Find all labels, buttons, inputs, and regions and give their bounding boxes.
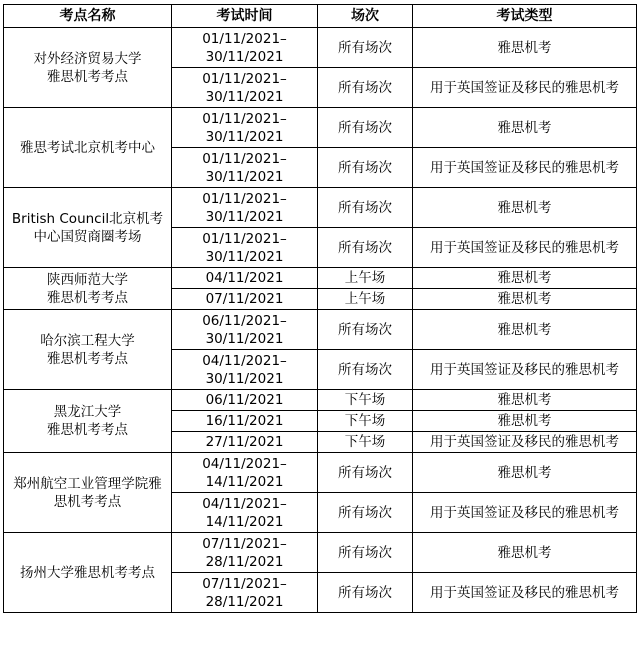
- date-cell: 06/11/2021– 30/11/2021: [172, 310, 318, 350]
- type-cell: 雅思机考: [413, 289, 637, 310]
- date-cell: 07/11/2021: [172, 289, 318, 310]
- type-cell: 雅思机考: [413, 108, 637, 148]
- venue-cell: 黑龙江大学 雅思机考考点: [4, 390, 172, 453]
- date-cell: 06/11/2021: [172, 390, 318, 411]
- table-row: [4, 28, 637, 68]
- table-row: [4, 453, 637, 493]
- session-cell: 所有场次: [318, 68, 413, 108]
- table-row: [4, 533, 637, 573]
- type-cell: 雅思机考: [413, 28, 637, 68]
- header-type: 考试类型: [413, 5, 637, 28]
- session-cell: 下午场: [318, 432, 413, 453]
- session-cell: 下午场: [318, 390, 413, 411]
- type-cell: 用于英国签证及移民的雅思机考: [413, 493, 637, 533]
- date-cell: 01/11/2021– 30/11/2021: [172, 28, 318, 68]
- venue-cell: 扬州大学雅思机考考点: [4, 533, 172, 613]
- venue-cell: 郑州航空工业管理学院雅 思机考考点: [4, 453, 172, 533]
- session-cell: 所有场次: [318, 453, 413, 493]
- session-cell: 所有场次: [318, 350, 413, 390]
- session-cell: 所有场次: [318, 228, 413, 268]
- session-cell: 所有场次: [318, 310, 413, 350]
- table-row: [4, 108, 637, 148]
- type-cell: 用于英国签证及移民的雅思机考: [413, 148, 637, 188]
- type-cell: 雅思机考: [413, 390, 637, 411]
- type-cell: 雅思机考: [413, 533, 637, 573]
- date-cell: 04/11/2021– 14/11/2021: [172, 453, 318, 493]
- date-cell: 04/11/2021: [172, 268, 318, 289]
- type-cell: 雅思机考: [413, 411, 637, 432]
- header-venue: 考点名称: [4, 5, 172, 28]
- date-cell: 01/11/2021– 30/11/2021: [172, 188, 318, 228]
- date-cell: 01/11/2021– 30/11/2021: [172, 108, 318, 148]
- session-cell: 所有场次: [318, 28, 413, 68]
- exam-venue-table: [3, 4, 637, 613]
- type-cell: 用于英国签证及移民的雅思机考: [413, 228, 637, 268]
- session-cell: 所有场次: [318, 493, 413, 533]
- venue-cell: 陕西师范大学 雅思机考考点: [4, 268, 172, 310]
- session-cell: 所有场次: [318, 108, 413, 148]
- type-cell: 雅思机考: [413, 310, 637, 350]
- table-row: [4, 390, 637, 411]
- venue-cell: 哈尔滨工程大学 雅思机考考点: [4, 310, 172, 390]
- table-row: [4, 188, 637, 228]
- session-cell: 下午场: [318, 411, 413, 432]
- type-cell: 用于英国签证及移民的雅思机考: [413, 68, 637, 108]
- venue-cell: 雅思考试北京机考中心: [4, 108, 172, 188]
- type-cell: 雅思机考: [413, 188, 637, 228]
- date-cell: 01/11/2021– 30/11/2021: [172, 228, 318, 268]
- type-cell: 用于英国签证及移民的雅思机考: [413, 573, 637, 613]
- session-cell: 上午场: [318, 268, 413, 289]
- type-cell: 雅思机考: [413, 268, 637, 289]
- date-cell: 16/11/2021: [172, 411, 318, 432]
- date-cell: 07/11/2021– 28/11/2021: [172, 573, 318, 613]
- venue-cell: 对外经济贸易大学 雅思机考考点: [4, 28, 172, 108]
- table-row: [4, 268, 637, 289]
- date-cell: 01/11/2021– 30/11/2021: [172, 68, 318, 108]
- date-cell: 27/11/2021: [172, 432, 318, 453]
- table-row: [4, 310, 637, 350]
- header-row: [4, 5, 637, 28]
- session-cell: 所有场次: [318, 188, 413, 228]
- date-cell: 01/11/2021– 30/11/2021: [172, 148, 318, 188]
- session-cell: 上午场: [318, 289, 413, 310]
- venue-cell: British Council北京机考 中心国贸商圈考场: [4, 188, 172, 268]
- date-cell: 04/11/2021– 30/11/2021: [172, 350, 318, 390]
- type-cell: 雅思机考: [413, 453, 637, 493]
- type-cell: 用于英国签证及移民的雅思机考: [413, 432, 637, 453]
- date-cell: 07/11/2021– 28/11/2021: [172, 533, 318, 573]
- session-cell: 所有场次: [318, 533, 413, 573]
- session-cell: 所有场次: [318, 148, 413, 188]
- type-cell: 用于英国签证及移民的雅思机考: [413, 350, 637, 390]
- session-cell: 所有场次: [318, 573, 413, 613]
- header-session: 场次: [318, 5, 413, 28]
- header-date: 考试时间: [172, 5, 318, 28]
- date-cell: 04/11/2021– 14/11/2021: [172, 493, 318, 533]
